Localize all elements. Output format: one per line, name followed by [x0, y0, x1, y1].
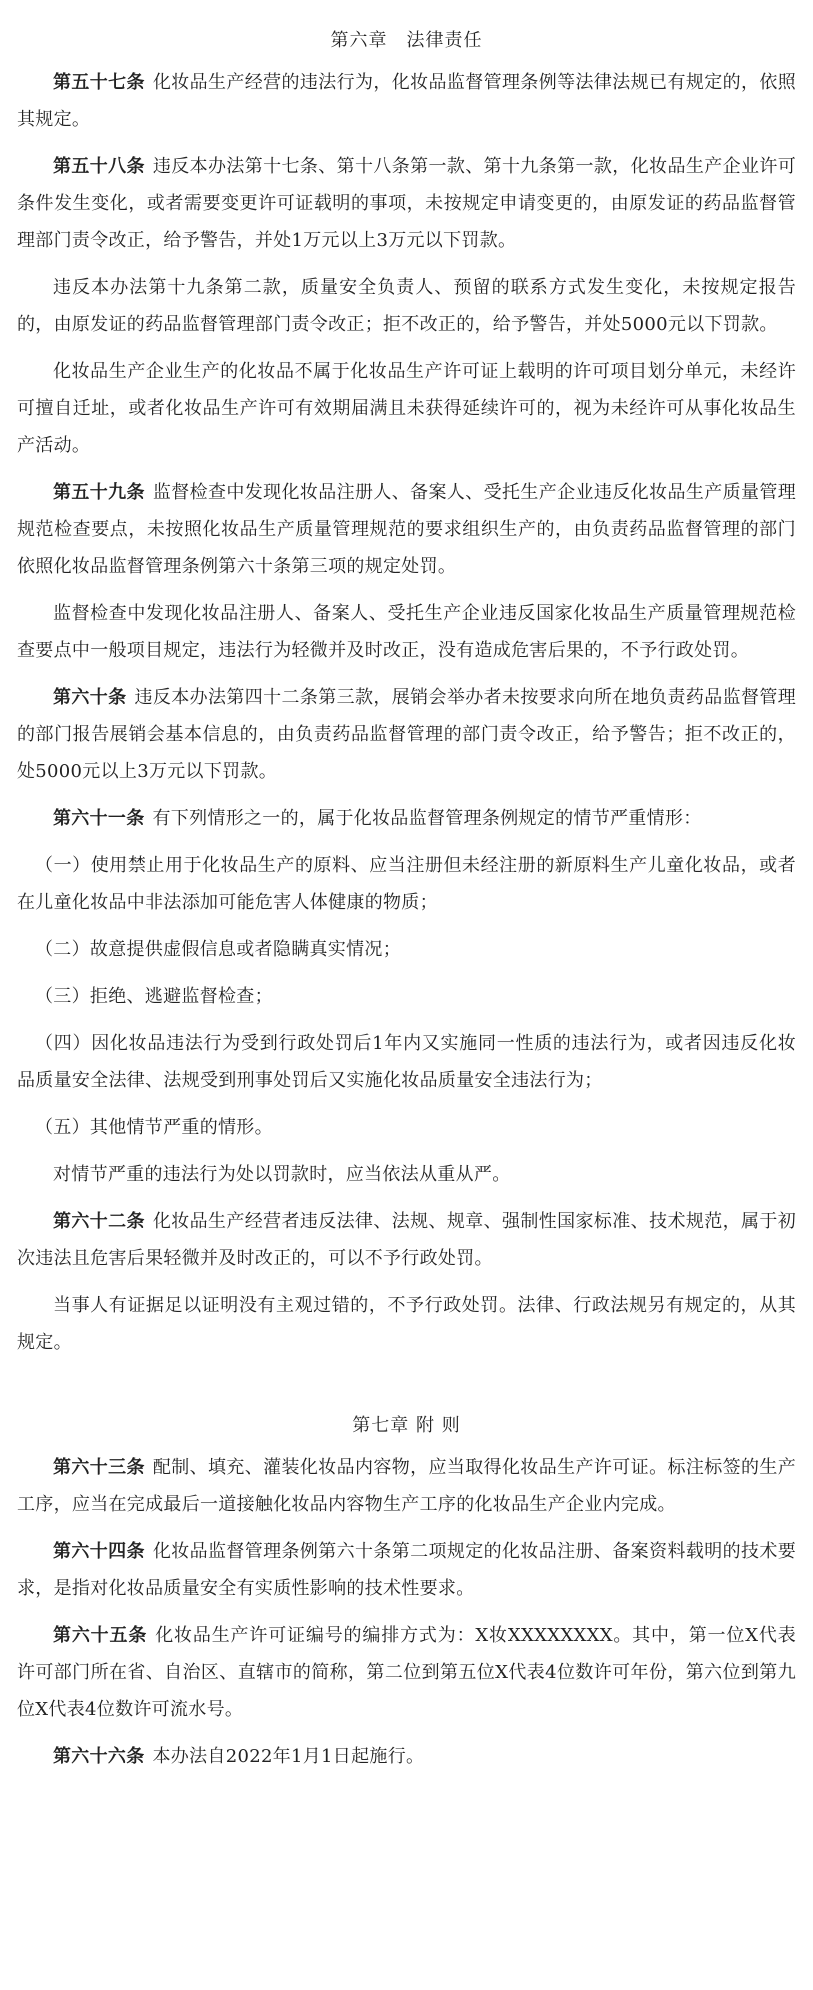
paragraph-text: （二）故意提供虚假信息或者隐瞒真实情况；: [35, 939, 401, 960]
paragraph-text: 有下列情形之一的，属于化妆品监督管理条例规定的情节严重情形：: [152, 808, 702, 829]
paragraph-text: 违反本办法第十九条第二款，质量安全负责人、预留的联系方式发生变化，未按规定报告的，由原发证的药品监督管理部门责令改正；拒不改正的，给予警告，并处5000元以下罚款。: [17, 277, 796, 335]
article-number: 第六十条: [53, 687, 127, 708]
chapter-6-body: [17, 64, 796, 1361]
paragraph-text: 当事人有证据足以证明没有主观过错的，不予行政处罚。法律、行政法规另有规定的，从其规定。: [17, 1295, 796, 1353]
paragraph: [17, 595, 796, 669]
paragraph: [17, 1533, 796, 1607]
paragraph: [17, 148, 796, 259]
paragraph: [17, 800, 796, 837]
article-number: 第六十三条: [53, 1457, 145, 1478]
paragraph: [17, 1109, 796, 1146]
article-number: 第六十四条: [53, 1541, 145, 1562]
paragraph-text: （一）使用禁止用于化妆品生产的原料、应当注册但未经注册的新原料生产儿童化妆品，或者在儿童化妆品中非法添加可能危害人体健康的物质；: [17, 855, 796, 913]
article-number: 第六十五条: [53, 1625, 148, 1646]
chapter-7-body: [17, 1449, 796, 1775]
paragraph: [17, 1156, 796, 1193]
paragraph-text: （三）拒绝、逃避监督检查；: [35, 986, 273, 1007]
paragraph: [17, 269, 796, 343]
paragraph-text: 化妆品生产许可证编号的编排方式为：X妆XXXXXXXX。其中，第一位X代表许可部门所在省、自治区、直辖市的简称，第二位到第五位X代表4位数许可年份，第六位到第九位X代表4位数许可流水号。: [17, 1625, 796, 1720]
paragraph: [17, 353, 796, 464]
paragraph-text: （五）其他情节严重的情形。: [35, 1117, 273, 1138]
paragraph-text: 本办法自2022年1月1日起施行。: [152, 1746, 425, 1767]
paragraph: [17, 1203, 796, 1277]
paragraph: [17, 474, 796, 585]
paragraph-text: 化妆品生产企业生产的化妆品不属于化妆品生产许可证上载明的许可项目划分单元，未经许可擅自迁址，或者化妆品生产许可有效期届满且未获得延续许可的，视为未经许可从事化妆品生产活动。: [17, 361, 796, 456]
paragraph-text: 配制、填充、灌装化妆品内容物，应当取得化妆品生产许可证。标注标签的生产工序，应当在完成最后一道接触化妆品内容物生产工序的化妆品生产企业内完成。: [17, 1457, 797, 1515]
paragraph-text: 监督检查中发现化妆品注册人、备案人、受托生产企业违反化妆品生产质量管理规范检查要点，未按照化妆品生产质量管理规范的要求组织生产的，由负责药品监督管理的部门依照化妆品监督管理条例第六十条第三项的规定处罚。: [17, 482, 797, 577]
article-number: 第六十一条: [53, 808, 145, 829]
paragraph-text: 化妆品监督管理条例第六十条第二项规定的化妆品注册、备案资料载明的技术要求，是指对化妆品质量安全有实质性影响的技术性要求。: [17, 1541, 797, 1599]
chapter-7-title: 第七章 附 则: [352, 1415, 461, 1436]
chapter-6-title: 第六章 法律责任: [330, 30, 483, 51]
paragraph: [17, 1025, 796, 1099]
paragraph: [17, 978, 796, 1015]
article-number: 第五十九条: [53, 482, 145, 503]
paragraph-text: （四）因化妆品违法行为受到行政处罚后1年内又实施同一性质的违法行为，或者因违反化妆品质量安全法律、法规受到刑事处罚后又实施化妆品质量安全违法行为；: [17, 1033, 796, 1091]
paragraph-text: 对情节严重的违法行为处以罚款时，应当依法从重从严。: [53, 1164, 511, 1185]
paragraph: [17, 64, 796, 138]
paragraph-text: 监督检查中发现化妆品注册人、备案人、受托生产企业违反国家化妆品生产质量管理规范检查要点中一般项目规定，违法行为轻微并及时改正，没有造成危害后果的，不予行政处罚。: [17, 603, 796, 661]
paragraph-text: 违反本办法第四十二条第三款，展销会举办者未按要求向所在地负责药品监督管理的部门报告展销会基本信息的，由负责药品监督管理的部门责令改正，给予警告；拒不改正的，处5000元以上3万元以下罚款。: [17, 687, 797, 782]
paragraph: [17, 1617, 796, 1728]
article-number: 第六十六条: [53, 1746, 145, 1767]
paragraph-text: 化妆品生产经营的违法行为，化妆品监督管理条例等法律法规已有规定的，依照其规定。: [17, 72, 797, 130]
article-number: 第五十八条: [53, 156, 145, 177]
paragraph-text: 化妆品生产经营者违反法律、法规、规章、强制性国家标准、技术规范，属于初次违法且危害后果轻微并及时改正的，可以不予行政处罚。: [17, 1211, 797, 1269]
paragraph-text: 违反本办法第十七条、第十八条第一款、第十九条第一款，化妆品生产企业许可条件发生变化，或者需要变更许可证载明的事项，未按规定申请变更的，由原发证的药品监督管理部门责令改正，给予警告，并处1万元以上3万元以下罚款。: [17, 156, 797, 251]
paragraph: [17, 679, 796, 790]
article-number: 第五十七条: [53, 72, 145, 93]
paragraph: [17, 931, 796, 968]
paragraph: [17, 1449, 796, 1523]
paragraph: [17, 1287, 796, 1361]
article-number: 第六十二条: [53, 1211, 145, 1232]
paragraph: [17, 1738, 796, 1775]
paragraph: [17, 847, 796, 921]
